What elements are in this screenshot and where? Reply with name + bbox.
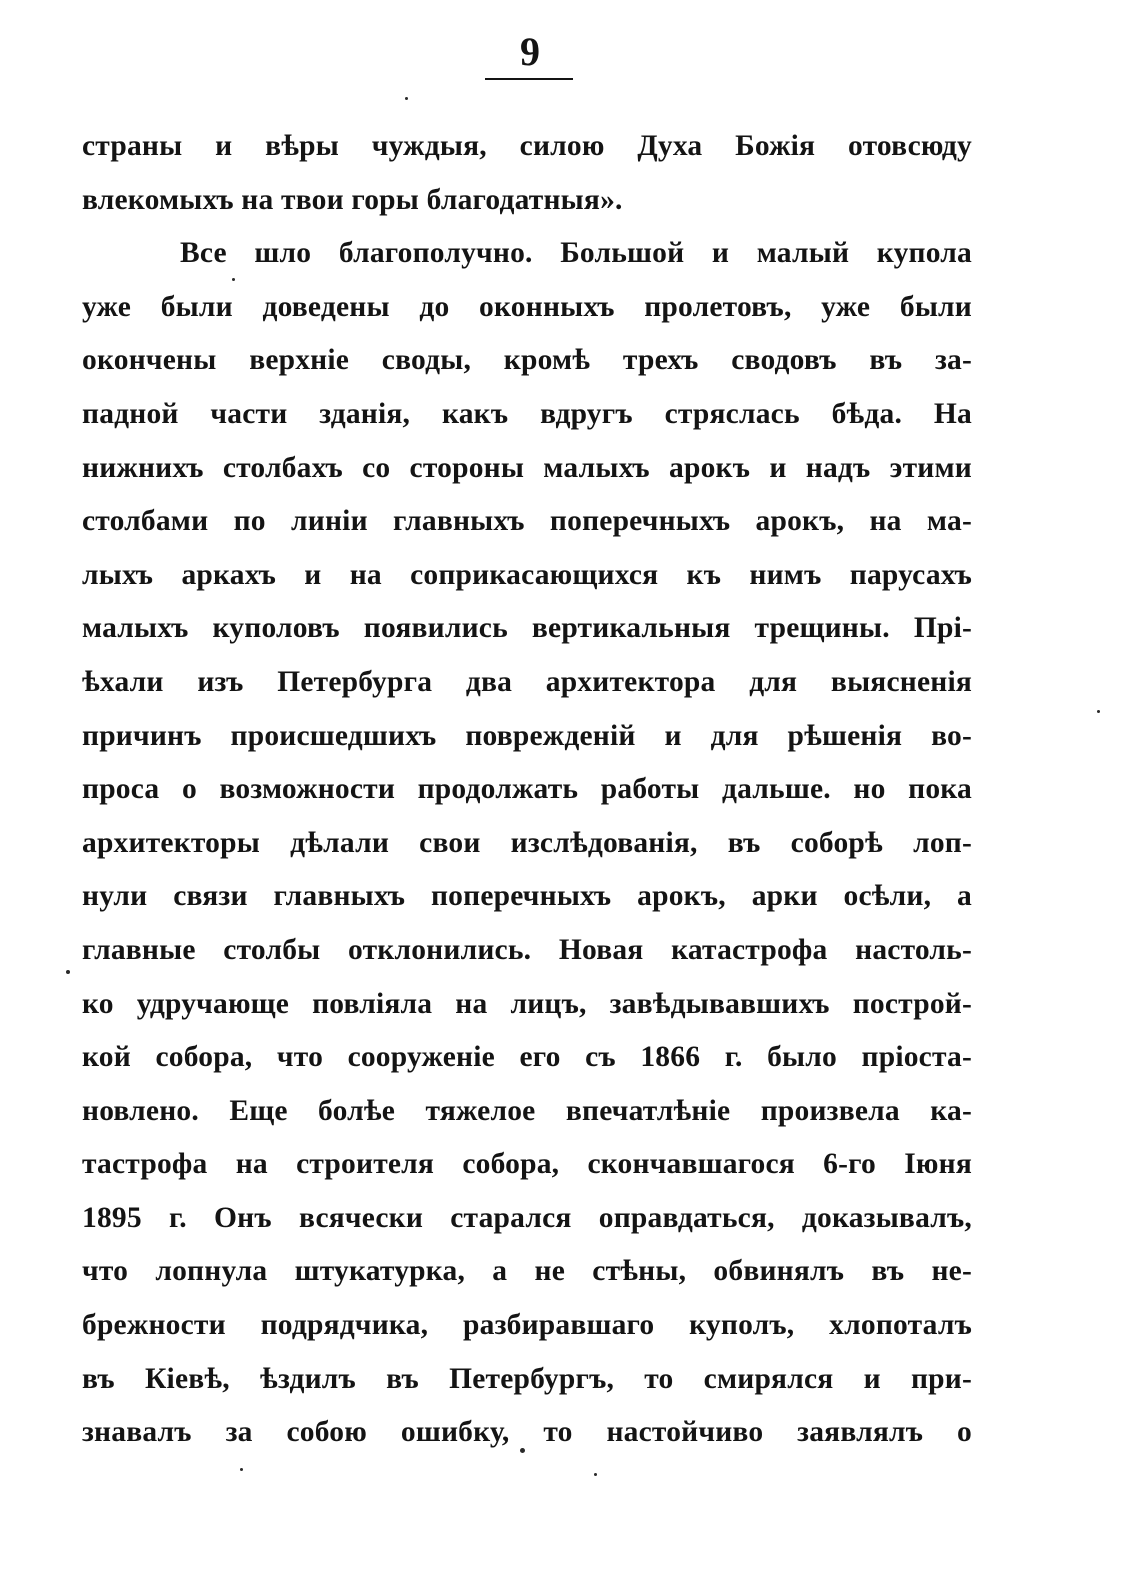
scan-speck <box>405 97 408 100</box>
text-line: брежности подрядчика, разбиравшаго куполъ, хлопоталъ <box>82 1309 972 1342</box>
text-line: 1895 г. Онъ всячески старался оправдаться, доказывалъ, <box>82 1201 972 1234</box>
text-line: страны и вѣры чуждыя, силою Духа Божія отовсюду <box>82 130 972 162</box>
text-line: падной части зданія, какъ вдругъ стряслась бѣда. На <box>82 397 972 430</box>
scan-speck <box>240 1468 243 1471</box>
body-text <box>82 120 972 1460</box>
text-line: нули связи главныхъ поперечныхъ арокъ, арки осѣли, а <box>82 880 972 913</box>
text-line: столбами по линіи главныхъ поперечныхъ арокъ, на ма- <box>82 505 972 538</box>
text-line: нижнихъ столбахъ со стороны малыхъ арокъ и надъ этими <box>82 451 972 484</box>
scan-speck <box>594 1473 597 1476</box>
page-number-rule <box>485 78 573 80</box>
scan-speck <box>66 970 70 974</box>
text-line: лыхъ аркахъ и на соприкасающихся къ нимъ парусахъ <box>82 558 972 591</box>
text-line: окончены верхніе своды, кромѣ трехъ сводовъ въ за- <box>82 344 972 377</box>
text-line: ѣхали изъ Петербурга два архитектора для выясненія <box>82 665 972 698</box>
scan-speck <box>520 1448 525 1453</box>
scan-speck <box>232 278 235 281</box>
text-line: что лопнула штукатурка, а не стѣны, обвинялъ въ не- <box>82 1255 972 1288</box>
text-line: Все шло благополучно. Большой и малый купола <box>180 237 972 270</box>
text-line: главные столбы отклонились. Новая катастрофа настоль- <box>82 933 972 966</box>
scan-speck <box>1097 710 1100 713</box>
text-line: ко удручающе повліяла на лицъ, завѣдывавшихъ построй- <box>82 987 972 1020</box>
text-line: причинъ происшедшихъ поврежденій и для рѣшенія во- <box>82 719 972 752</box>
text-line: проса о возможности продолжать работы дальше. но пока <box>82 773 972 806</box>
text-line: кой собора, что сооруженіе его съ 1866 г. было пріоста- <box>82 1041 972 1074</box>
text-line: архитекторы дѣлали свои изслѣдованія, въ соборѣ лоп- <box>82 826 972 859</box>
text-line: тастрофа на строителя собора, скончавшагося 6-го Іюня <box>82 1148 972 1181</box>
text-line: влекомыхъ на твои горы благодатныя». <box>82 183 623 216</box>
text-line: въ Кіевѣ, ѣздилъ въ Петербургъ, то смирялся и при- <box>82 1362 972 1395</box>
text-line: уже были доведены до оконныхъ пролетовъ, уже были <box>82 290 972 323</box>
text-line: знавалъ за собою ошибку, то настойчиво заявлялъ о <box>82 1416 972 1449</box>
text-line: малыхъ куполовъ появились вертикальныя трещины. Прі- <box>82 612 972 645</box>
page-number: 9 <box>520 29 540 74</box>
text-line: новлено. Еще болѣе тяжелое впечатлѣніе произвела ка- <box>82 1094 972 1127</box>
